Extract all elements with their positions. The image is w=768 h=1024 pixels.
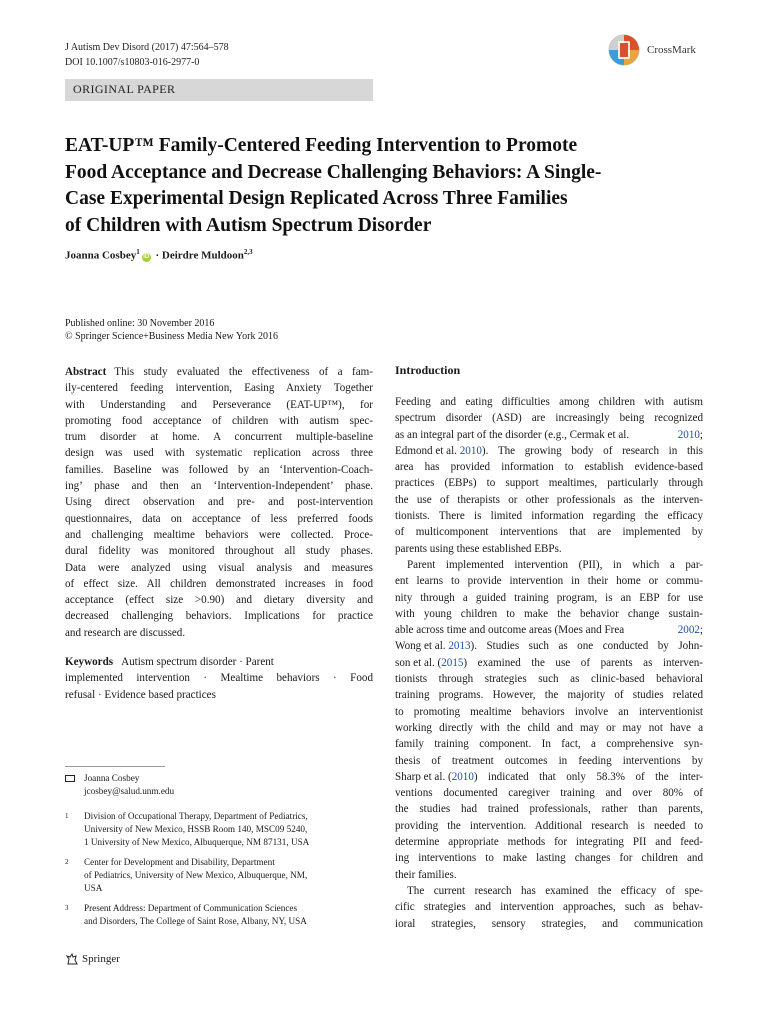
paragraph-line xyxy=(395,622,703,638)
title-line: of Children with Autism Spectrum Disorder xyxy=(65,214,432,236)
abstract-line: and research are discussed. xyxy=(65,626,186,639)
citation-link[interactable]: 2013 xyxy=(448,640,471,653)
citation-link[interactable]: 2015 xyxy=(441,656,464,669)
affiliation-number: 3 xyxy=(65,904,69,912)
journal-citation: J Autism Dev Disord (2017) 47:564–578 xyxy=(65,42,229,53)
paragraph-line xyxy=(395,769,703,785)
paragraph-line: with young children to make the behavior change sustain- xyxy=(395,607,703,620)
text-run: Wong et al. xyxy=(395,640,446,653)
springer-horse-icon xyxy=(65,952,79,966)
abstract-line: ing’ phase and then an ‘Intervention-Independent’ phase. xyxy=(65,480,373,493)
orcid-icon[interactable]: iD xyxy=(143,253,150,260)
paragraph-line: thesis of treatment outcomes in feeding interventions by xyxy=(395,754,703,767)
paragraph-line: the studies had trained professionals, rather than parents, xyxy=(395,803,703,816)
paragraph-line: ing interventions to make lasting changes for children and xyxy=(395,852,703,865)
paragraph-line: of multicomponent interventions that are implemented by xyxy=(395,526,703,539)
paragraph-line: ioral strategies, sensory strategies, and communication xyxy=(395,917,703,930)
abstract-line: Data were analyzed using visual analysis and measures xyxy=(65,561,373,574)
affiliation-line: Division of Occupational Therapy, Department of Pediatrics, xyxy=(84,811,308,821)
keywords-line: refusal · Evidence based practices xyxy=(65,688,216,701)
crossmark-badge[interactable] xyxy=(608,34,696,66)
paragraph-line: spectrum disorder (ASD) are increasingly being recognized xyxy=(395,412,703,425)
text-run: ). Studies such as one conducted by John- xyxy=(470,640,703,653)
abstract-line: trum disorder at home. A concurrent multiple-baseline xyxy=(65,431,373,444)
author-name[interactable]: Deirdre Muldoon xyxy=(161,249,244,262)
affiliation-line: Center for Development and Disability, Department xyxy=(84,857,275,867)
copyright: © Springer Science+Business Media New York 2016 xyxy=(65,331,278,342)
abstract-line: acceptance (effect size >0.90) and dietary diversity and xyxy=(65,594,373,607)
publisher-logo xyxy=(65,952,120,966)
paragraph-line: training programs. However, the majority of studies related xyxy=(395,689,703,702)
crossmark-label: CrossMark xyxy=(647,44,696,56)
author-separator: · xyxy=(155,249,160,262)
affiliation-1 xyxy=(65,810,375,852)
article-title xyxy=(65,133,665,239)
keywords-line: implemented intervention · Mealtime behaviors · Food xyxy=(65,672,373,685)
paragraph-line: determine appropriate methods for integrating PII and feed- xyxy=(395,836,703,849)
article-type-banner xyxy=(65,79,373,101)
abstract-heading: Abstract xyxy=(65,366,107,378)
text-run: ; xyxy=(699,428,703,441)
abstract-line: questionnaires, data on acceptance of less preferred foods xyxy=(65,512,373,525)
citation-link[interactable]: 2010 xyxy=(459,444,482,457)
contact-email[interactable]: jcosbey@salud.unm.edu xyxy=(84,786,175,796)
abstract-line: promoting food acceptance of children with autism spec- xyxy=(65,414,373,427)
text-run: ) indicated that only 58.3% of the inter- xyxy=(473,770,703,783)
abstract-line: Using direct observation and pre- and post-intervention xyxy=(65,496,373,509)
section-heading: Introduction xyxy=(395,363,461,377)
affiliation-line: USA xyxy=(84,883,103,893)
right-column xyxy=(395,362,703,932)
paragraph-line: tionists. There is limited information regarding the efficacy xyxy=(395,510,703,523)
paragraph-line: ventions documented caregiver training and over 80% of xyxy=(395,787,703,800)
citation-link[interactable]: 2010 xyxy=(677,428,700,441)
paragraph-line: the use of therapists or other professionals as the interven- xyxy=(395,493,703,506)
keywords-heading: Keywords xyxy=(65,656,114,669)
text-run: Edmond et al. xyxy=(395,444,457,457)
abstract-line: decreased challenging behaviors. Implications for practice xyxy=(65,610,373,623)
affiliation-line: of Pediatrics, University of New Mexico, Albuquerque, NM, xyxy=(84,870,308,880)
paragraph-line: providing the intervention. Additional research is needed to xyxy=(395,819,703,832)
article-type: ORIGINAL PAPER xyxy=(73,82,176,96)
paragraph-line: nity through a guided training program, is an EBP for use xyxy=(395,591,703,604)
paragraph-line xyxy=(395,443,703,459)
affiliation-line: and Disorders, The College of Saint Rose, Albany, NY, USA xyxy=(84,916,307,926)
abstract-line: with Understanding and Perseverance (EAT-UP™), for xyxy=(65,398,373,411)
text-run: able across time and outcome areas (Moes and Frea xyxy=(395,624,625,637)
text-run: Sharp et al. ( xyxy=(395,770,452,783)
envelope-icon xyxy=(65,775,75,782)
paragraph-line xyxy=(395,655,703,671)
paragraph-line: The current research has examined the efficacy of spe- xyxy=(407,884,703,897)
abstract-line: dural fidelity was monitored throughout all study phases. xyxy=(65,545,373,558)
affiliation-line: University of New Mexico, HSSB Room 140, MSC09 5240, xyxy=(84,824,308,834)
abstract-line: of effect size. All children demonstrated increases in food xyxy=(65,577,373,590)
abstract-text: This study evaluated the effectiveness of a fam- xyxy=(114,366,373,378)
author-list xyxy=(65,248,253,262)
title-line: EAT-UP™ Family-Centered Feeding Intervention to Promote xyxy=(65,135,578,156)
contact-footnote xyxy=(65,772,375,800)
abstract-line: design was used with systematic replication across three xyxy=(65,447,373,460)
paragraph-line xyxy=(395,427,703,443)
paragraph-line: cific strategies and intervention approaches, such as behav- xyxy=(395,901,703,914)
abstract-line: ily-centered feeding intervention, Easing Anxiety Together xyxy=(65,382,373,395)
affiliation-marker: 2,3 xyxy=(243,248,253,256)
paragraph-line: their families. xyxy=(395,868,457,881)
citation-link[interactable]: 2010 xyxy=(451,770,474,783)
publication-info xyxy=(65,317,278,343)
affiliation-number: 1 xyxy=(65,812,69,820)
published-date: Published online: 30 November 2016 xyxy=(65,318,215,329)
affiliation-marker: 1 xyxy=(136,248,140,256)
paragraph-line: area has provided information to establish evidence-based xyxy=(395,461,703,474)
paragraph-line: tionists through strategies such as clinic-based behavioral xyxy=(395,673,703,686)
text-run: ) examined the use of parents as interven- xyxy=(463,656,703,669)
citation-link[interactable]: 2002 xyxy=(677,624,700,637)
keywords-line xyxy=(65,654,373,670)
text-run: as an integral part of the disorder (e.g., Cermak et al. xyxy=(395,428,630,441)
affiliation-line: 1 University of New Mexico, Albuquerque, NM 87131, USA xyxy=(84,837,310,847)
journal-header xyxy=(65,40,229,70)
title-line: Case Experimental Design Replicated Across Three Families xyxy=(65,188,568,209)
paragraph-line: Parent implemented intervention (PII), in which a par- xyxy=(407,558,703,571)
paragraph-line: working directly with the child and may or may not have a xyxy=(395,721,703,734)
affiliation-line: Present Address: Department of Communication Sciences xyxy=(84,903,298,913)
crossmark-icon xyxy=(608,34,644,66)
text-run: ; xyxy=(699,624,703,637)
paragraph-line: ent learns to provide intervention in their home or commu- xyxy=(395,575,703,588)
paragraph-line: family training component. In fact, a comprehensive syn- xyxy=(395,738,703,751)
keywords-text: Autism spectrum disorder · Parent xyxy=(121,656,274,669)
left-column xyxy=(65,364,373,703)
abstract-line: and challenging mealtime behaviors were collected. Proce- xyxy=(65,528,373,541)
text-run: ). The growing body of research in this xyxy=(481,444,703,457)
paragraph-line: parents using these established EBPs. xyxy=(395,542,562,555)
abstract-line: families. Baseline was followed by an ‘Intervention-Coach- xyxy=(65,463,373,476)
paragraph-line xyxy=(395,638,703,654)
abstract-line xyxy=(65,364,373,380)
paragraph-line: practices (EBPs) to support mealtimes, particularly through xyxy=(395,477,703,490)
paragraph-line: Feeding and eating difficulties among children with autism xyxy=(395,396,703,408)
affiliation-number: 2 xyxy=(65,858,69,866)
paragraph-line: to promoting mealtime behaviors involve an interventionist xyxy=(395,705,703,718)
doi[interactable]: DOI 10.1007/s10803-016-2977-0 xyxy=(65,57,200,68)
author-name[interactable]: Joanna Cosbey xyxy=(65,249,137,262)
contact-name: Joanna Cosbey xyxy=(84,773,140,783)
affiliation-3 xyxy=(65,902,375,932)
publisher-name: Springer xyxy=(82,953,120,965)
affiliation-2 xyxy=(65,856,375,898)
title-line: Food Acceptance and Decrease Challenging Behaviors: A Single- xyxy=(65,161,602,183)
footnote-divider xyxy=(65,766,165,767)
text-run: son et al. ( xyxy=(395,656,442,669)
